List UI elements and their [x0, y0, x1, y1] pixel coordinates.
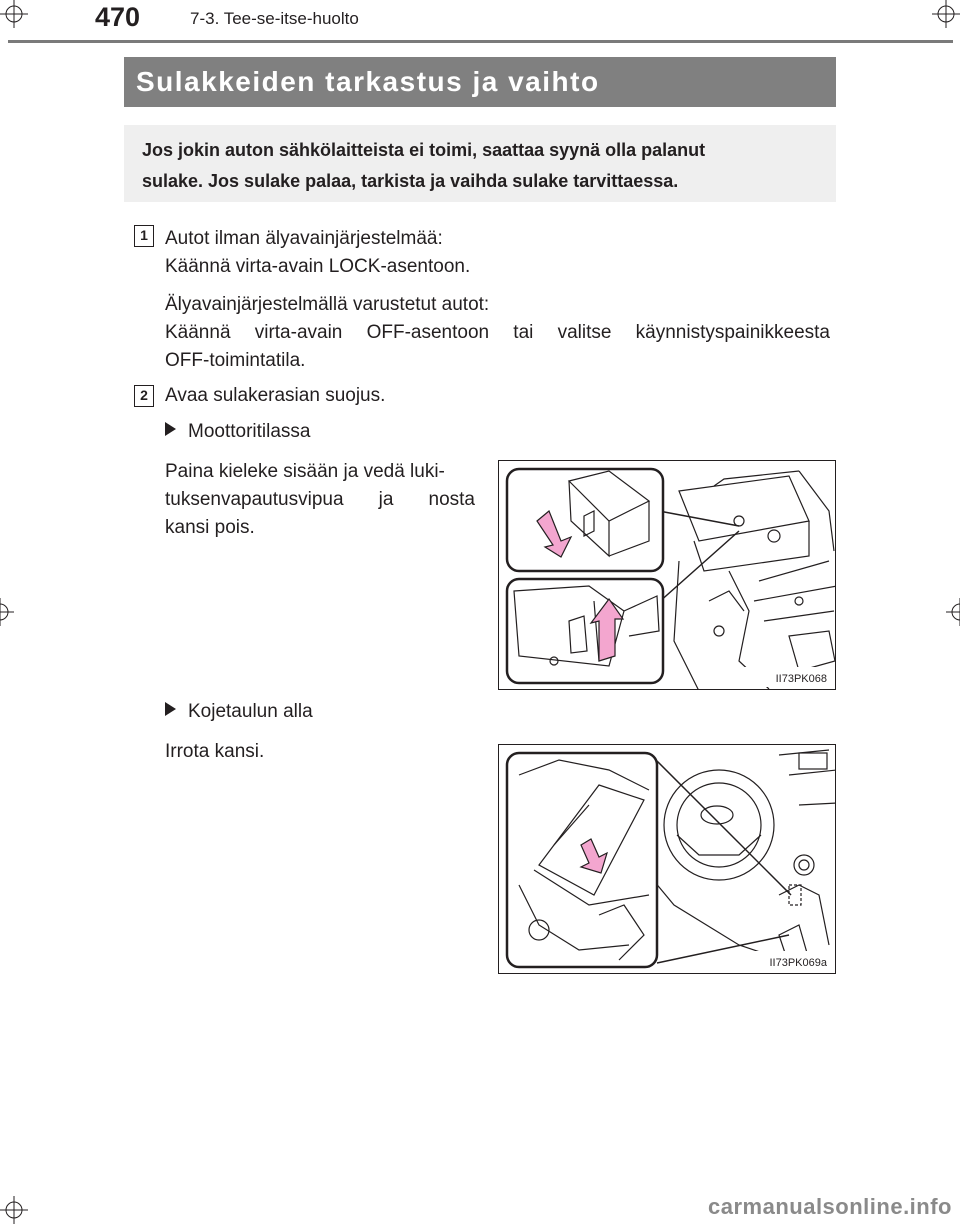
bullet-triangle-icon [165, 702, 176, 716]
figure-code: II73PK069a [769, 957, 827, 969]
header-divider [8, 40, 953, 43]
page-title: Sulakkeiden tarkastus ja vaihto [124, 57, 836, 107]
text-line: Käännä virta-avain OFF-asentoon tai valitse käynnistyspainikkeesta [165, 322, 830, 343]
text-line: kansi pois. [165, 517, 255, 538]
dashboard-fuse-cover-illustration [499, 745, 836, 974]
step-number-badge: 2 [134, 385, 154, 407]
text-line: Autot ilman älyavainjärjestelmää: [165, 228, 443, 249]
bullet-2-instructions [165, 738, 264, 766]
text-line: tuksenvapautusvipua ja nosta [165, 489, 475, 510]
text-line: Irrota kansi. [165, 741, 265, 762]
section-breadcrumb: 7-3. Tee-se-itse-huolto [190, 9, 359, 28]
text-line: Älyavainjärjestelmällä varustetut autot: [165, 294, 490, 315]
registration-mark-icon [932, 0, 960, 28]
step-number-badge: 1 [134, 225, 154, 247]
registration-mark-icon [0, 1196, 28, 1224]
figure-dashboard-fuse-cover [498, 744, 836, 974]
figure-engine-fuse-box [498, 460, 836, 690]
bullet-1-instructions [165, 458, 475, 542]
intro-line: Jos jokin auton sähkölaitteista ei toimi, saattaa syynä olla palanut [142, 140, 706, 160]
step-2-text: Avaa sulakerasian suojus. [165, 385, 386, 406]
figure-code: II73PK068 [775, 673, 827, 685]
intro-box [124, 125, 836, 202]
registration-mark-icon [946, 598, 960, 626]
bullet-engine-compartment [165, 418, 311, 446]
engine-fuse-box-illustration [499, 461, 836, 690]
page-number: 470 [95, 2, 141, 32]
text-line: Käännä virta-avain LOCK-asentoon. [165, 256, 471, 277]
text-line: Paina kieleke sisään ja vedä luki- [165, 461, 445, 482]
bullet-label: Kojetaulun alla [188, 701, 313, 722]
bullet-label: Moottoritilassa [188, 421, 311, 442]
registration-mark-icon [0, 598, 14, 626]
step-1-text [165, 225, 830, 375]
bullet-under-dashboard [165, 698, 313, 726]
watermark: carmanualsonline.info [708, 1194, 952, 1219]
intro-line: sulake. Jos sulake palaa, tarkista ja vaihda sulake tarvittaessa. [142, 171, 679, 191]
bullet-triangle-icon [165, 422, 176, 436]
text-line: OFF-toimintatila. [165, 350, 306, 371]
registration-mark-icon [0, 0, 28, 28]
